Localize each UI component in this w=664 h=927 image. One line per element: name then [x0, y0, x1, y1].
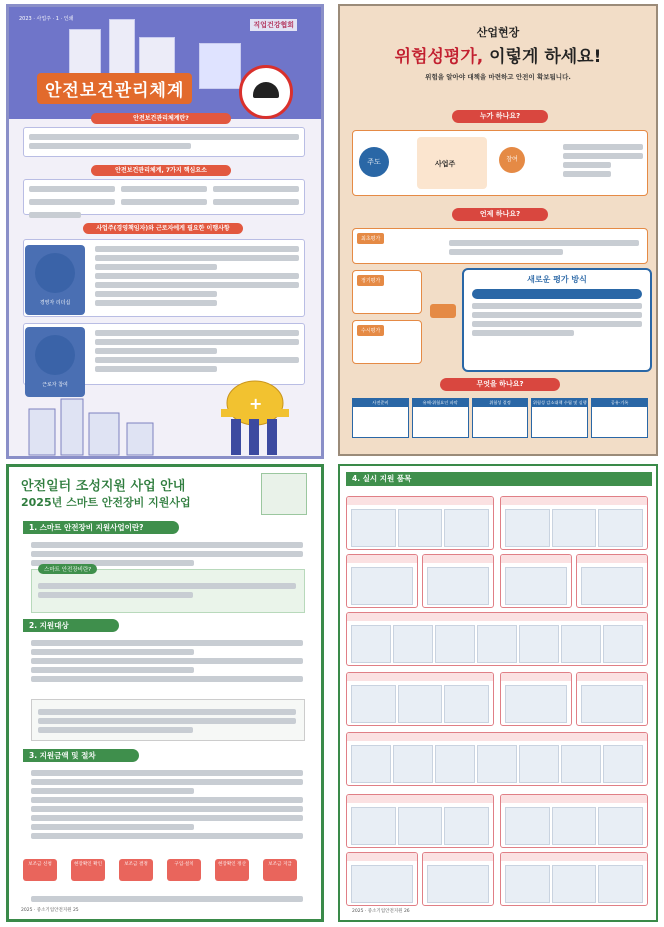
brochure-smart-equipment: [6, 464, 324, 922]
equipment-illustration: [598, 807, 643, 845]
manager-icon: [35, 253, 75, 293]
card-header: [501, 795, 647, 803]
equipment-illustration: [444, 807, 489, 845]
equipment-illustration: [603, 625, 643, 663]
equipment-illustration: [351, 567, 413, 605]
equipment-illustration: [581, 567, 643, 605]
equipment-illustration: [505, 567, 567, 605]
who-box: [352, 130, 648, 196]
support-item-card: [576, 672, 648, 726]
equipment-illustration: [598, 509, 643, 547]
card-header: [501, 555, 571, 563]
role-label: 경영자 리더십: [39, 300, 71, 306]
equipment-illustration: [435, 745, 475, 783]
card-header: [501, 853, 647, 861]
support-item-card: [500, 794, 648, 848]
equipment-illustration: [505, 807, 550, 845]
section-heading: 안전보건관리체계란?: [91, 113, 231, 124]
bottom-illustration: [9, 379, 321, 457]
equipment-illustration: [398, 807, 443, 845]
section-title: 4. 실시 지원 품목: [346, 472, 652, 486]
ad-hoc-assessment: 수시평가: [352, 320, 422, 364]
equipment-illustration: [351, 509, 396, 547]
card-header: [347, 853, 417, 861]
equipment-illustration: [398, 685, 443, 723]
card-header: [577, 673, 647, 681]
card-header: [423, 555, 493, 563]
new-method-title: 새로운 평가 방식: [527, 275, 587, 284]
section-heading-2: 2. 지원대상: [23, 619, 119, 632]
support-item-card: [500, 672, 572, 726]
equipment-illustration: [351, 685, 396, 723]
page-footer: 2025 · 중소기업안전지원 25: [21, 908, 79, 913]
participate-badge: 참여: [499, 147, 525, 173]
support-item-card: [346, 852, 418, 906]
equipment-illustration: [427, 567, 489, 605]
equipment-illustration: [351, 865, 413, 903]
section-pill-when: 언제 하나요?: [452, 208, 548, 221]
equipment-illustration: [552, 865, 597, 903]
page-footer: 2025 · 중소기업안전지원 26: [352, 909, 410, 914]
step-column: 위험성 감소대책 수립 및 실행: [531, 398, 588, 438]
support-item-card: [346, 672, 494, 726]
section-heading-3: 3. 지원금액 및 절차: [23, 749, 139, 762]
poster-safety-health-system: [6, 4, 324, 459]
equipment-illustration: [351, 625, 391, 663]
support-item-card: [500, 554, 572, 608]
process-flow: [23, 859, 313, 887]
equipment-illustration: [505, 509, 550, 547]
section-heading: 사업주(경영책임자)와 근로자에게 필요한 이행사항: [83, 223, 243, 234]
support-item-card: [346, 794, 494, 848]
card-header: [347, 613, 647, 621]
brochure-subtitle: 2025년 스마트 안전장비 지원사업: [21, 496, 191, 509]
support-item-card: [422, 554, 494, 608]
what-steps: [352, 398, 648, 438]
support-item-card: [500, 496, 648, 550]
headline-sub: 위험을 알아야 대책을 마련하고 안전이 확보됩니다.: [425, 73, 571, 81]
equipment-illustration: [351, 745, 391, 783]
flow-step: 보조금 지급: [263, 859, 297, 881]
section-heading: 안전보건관리체계, 7가지 핵심요소: [91, 165, 231, 176]
flow-step: 구입·설치: [167, 859, 201, 881]
section-pill-who: 누가 하나요?: [452, 110, 548, 123]
employer-label: 사업주: [435, 160, 456, 168]
lead-badge: 주도: [359, 147, 389, 177]
employer-figure: [417, 137, 487, 189]
card-header: [423, 853, 493, 861]
poster-header: [9, 7, 321, 119]
equipment-illustration: [444, 509, 489, 547]
equipment-illustration: [351, 807, 396, 845]
participants-list: [563, 141, 643, 180]
smart-equipment-definition: 스마트 안전장비란?: [31, 569, 305, 613]
headline-top: 산업현장: [476, 26, 520, 39]
regular-assessment: 정기평가: [352, 270, 422, 314]
equipment-illustration: [427, 865, 489, 903]
section-pill-what: 무엇을 하나요?: [440, 378, 560, 391]
card-header: [577, 555, 647, 563]
brochure-support-items: [338, 464, 658, 922]
flow-step: 보조금 결정: [119, 859, 153, 881]
core-elements-box: [23, 179, 305, 215]
equipment-illustration: [561, 745, 601, 783]
support-item-card: [346, 732, 648, 786]
role-label: 근로자 참여: [42, 382, 68, 388]
support-item-card: [500, 852, 648, 906]
arrow-icon: [430, 304, 456, 318]
poster-title: 안전보건관리체계: [37, 73, 192, 104]
card-header: [501, 497, 647, 505]
step-column: 유해·위험요인 파악: [412, 398, 469, 438]
role-leadership: [25, 245, 85, 315]
support-item-card: [422, 852, 494, 906]
flow-step: 현장확인 정산: [215, 859, 249, 881]
new-method-box: [462, 268, 652, 372]
equipment-illustration: [444, 685, 489, 723]
equipment-illustration: [561, 625, 601, 663]
initial-assessment: 최초평가: [352, 228, 648, 264]
flow-step: 보조금 신청: [23, 859, 57, 881]
equipment-illustration: [581, 685, 643, 723]
equipment-illustration: [477, 625, 517, 663]
definition-box: [23, 127, 305, 157]
equipment-illustration: [435, 625, 475, 663]
step-column: 사전준비: [352, 398, 409, 438]
support-item-card: [576, 554, 648, 608]
flow-step: 현장확인 확인: [71, 859, 105, 881]
step-column: 위험성 결정: [472, 398, 529, 438]
poster-risk-assessment: [338, 4, 658, 456]
equipment-illustration: [505, 685, 567, 723]
card-header: [347, 795, 493, 803]
checklist-illustration: [199, 43, 241, 89]
helmet-icon: [239, 65, 293, 119]
equipment-illustration: [505, 865, 550, 903]
equipment-illustration: [603, 745, 643, 783]
equipment-illustration: [393, 625, 433, 663]
card-header: [347, 555, 417, 563]
equipment-illustration: [598, 865, 643, 903]
equipment-illustration: [393, 745, 433, 783]
top-text: 2023 · 사업주 · 1 · 인쇄: [19, 16, 74, 22]
brochure-title: 안전일터 조성지원 사업 안내: [21, 479, 186, 494]
card-header: [347, 673, 493, 681]
equipment-illustration: [477, 745, 517, 783]
support-item-card: [346, 554, 418, 608]
support-item-card: [346, 496, 494, 550]
equipment-illustration: [519, 625, 559, 663]
card-header: [347, 733, 647, 741]
eligibility-note: [31, 699, 305, 741]
card-header: [501, 673, 571, 681]
support-item-card: [346, 612, 648, 666]
equipment-illustration: [398, 509, 443, 547]
building-icon: [261, 473, 307, 515]
section-heading-1: 1. 스마트 안전장비 지원사업이란?: [23, 521, 179, 534]
equipment-illustration: [552, 509, 597, 547]
worker-icon: [35, 335, 75, 375]
svg-text:+: +: [249, 394, 263, 413]
equipment-illustration: [552, 807, 597, 845]
step-column: 공유·기록: [591, 398, 648, 438]
org-logo: 직업건강협회: [250, 19, 297, 31]
headline-main: 위험성평가, 이렇게 하세요!: [394, 47, 602, 67]
card-header: [347, 497, 493, 505]
equipment-illustration: [519, 745, 559, 783]
